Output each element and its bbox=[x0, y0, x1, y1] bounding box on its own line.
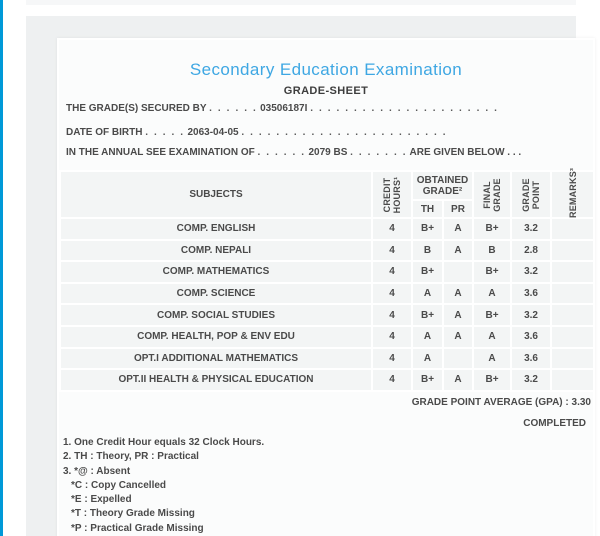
pr-grade-cell: A bbox=[443, 218, 473, 240]
grade-point-cell: 3.2 bbox=[511, 369, 551, 391]
subject-cell: COMP. SCIENCE bbox=[60, 283, 372, 305]
remarks-cell bbox=[551, 261, 594, 283]
gpa-summary: GRADE POINT AVERAGE (GPA) : 3.30 bbox=[411, 397, 591, 408]
grade-point-cell: 2.8 bbox=[511, 240, 551, 262]
final-grade-cell: B bbox=[473, 240, 511, 262]
pr-grade-cell: A bbox=[443, 240, 473, 262]
grade-sheet-card bbox=[57, 38, 595, 536]
final-grade-cell: A bbox=[473, 348, 511, 370]
table-row bbox=[60, 348, 594, 370]
dots-filler: . . . . . . . bbox=[350, 147, 408, 158]
symbol-number-value: 03506187I bbox=[260, 103, 308, 114]
subject-cell: OPT.II HEALTH & PHYSICAL EDUCATION bbox=[60, 369, 372, 391]
date-of-birth-label: DATE OF BIRTH bbox=[66, 127, 143, 138]
obtained-label-line2: GRADE² bbox=[422, 185, 463, 197]
th-grade-cell: A bbox=[412, 283, 443, 305]
grade-point-cell: 3.2 bbox=[511, 261, 551, 283]
subject-cell: COMP. HEALTH, POP & ENV EDU bbox=[60, 326, 372, 348]
remarks-rotated-label: REMARKS³ bbox=[567, 167, 578, 218]
remarks-cell bbox=[551, 304, 594, 326]
final-label-line1: FINAL bbox=[482, 180, 493, 209]
date-of-birth-line bbox=[66, 127, 588, 138]
footnote-absent: 3. *@ : Absent bbox=[63, 465, 131, 477]
th-grade-cell: A bbox=[412, 348, 443, 370]
credit-cell: 4 bbox=[372, 240, 412, 262]
grade-point-column-header bbox=[511, 171, 551, 218]
table-row bbox=[60, 240, 594, 262]
credit-label-line2: HOURS¹ bbox=[392, 176, 402, 213]
secured-by-label: THE GRADE(S) SECURED BY bbox=[66, 103, 207, 114]
dots-filler: . . . . . . . . . . . . . . . . . . . . . . . . bbox=[241, 127, 448, 138]
examination-label: IN THE ANNUAL SEE EXAMINATION OF bbox=[66, 147, 255, 158]
footnote-theory-missing: *T : Theory Grade Missing bbox=[71, 508, 195, 520]
grade-point-rotated-label bbox=[521, 172, 541, 218]
secured-by-line bbox=[66, 103, 588, 114]
table-header-row bbox=[60, 171, 594, 200]
top-strip bbox=[26, 0, 576, 5]
gp-label-line1: GRADE bbox=[521, 177, 532, 212]
dots-filler: . . . . . bbox=[145, 127, 185, 138]
credit-cell: 4 bbox=[372, 218, 412, 240]
final-grade-cell: A bbox=[473, 326, 511, 348]
remarks-cell bbox=[551, 283, 594, 305]
credit-hours-rotated-label bbox=[382, 172, 402, 218]
credit-cell: 4 bbox=[372, 348, 412, 370]
th-grade-cell: B+ bbox=[412, 304, 443, 326]
th-grade-cell: B+ bbox=[412, 261, 443, 283]
footnote-credit-hour: 1. One Credit Hour equals 32 Clock Hours. bbox=[63, 437, 265, 448]
pr-column-header: PR bbox=[443, 200, 473, 218]
footnote-expelled: *E : Expelled bbox=[71, 494, 132, 506]
remarks-cell bbox=[551, 218, 594, 240]
pr-grade-cell bbox=[443, 348, 473, 370]
date-of-birth-value: 2063-04-05 bbox=[187, 127, 239, 138]
left-accent-bar bbox=[0, 0, 3, 536]
subject-cell: COMP. ENGLISH bbox=[60, 218, 372, 240]
remarks-cell bbox=[551, 326, 594, 348]
credit-cell: 4 bbox=[372, 304, 412, 326]
th-grade-cell: B+ bbox=[412, 369, 443, 391]
content-background bbox=[26, 16, 591, 536]
th-grade-cell: B+ bbox=[412, 218, 443, 240]
table-row bbox=[60, 218, 594, 240]
dots-filler: . . . . . . bbox=[209, 103, 258, 114]
gp-label-line2: POINT bbox=[531, 180, 542, 209]
credit-cell: 4 bbox=[372, 261, 412, 283]
grade-point-cell: 3.6 bbox=[511, 326, 551, 348]
pr-grade-cell: A bbox=[443, 283, 473, 305]
pr-grade-cell: A bbox=[443, 326, 473, 348]
final-grade-rotated-label bbox=[482, 172, 502, 218]
obtained-grade-column-header bbox=[412, 171, 473, 200]
final-label-line2: GRADE bbox=[492, 177, 503, 212]
subject-cell: OPT.I ADDITIONAL MATHEMATICS bbox=[60, 348, 372, 370]
remarks-cell bbox=[551, 240, 594, 262]
credit-cell: 4 bbox=[372, 369, 412, 391]
final-grade-cell: B+ bbox=[473, 261, 511, 283]
subject-cell: COMP. SOCIAL STUDIES bbox=[60, 304, 372, 326]
remarks-cell bbox=[551, 348, 594, 370]
pr-grade-cell: A bbox=[443, 304, 473, 326]
footnote-practical-missing: *P : Practical Grade Missing bbox=[71, 522, 204, 534]
obtained-label-line1: OBTAINED bbox=[416, 174, 469, 186]
pr-grade-cell bbox=[443, 261, 473, 283]
subject-cell: COMP. MATHEMATICS bbox=[60, 261, 372, 283]
footnote-copy-cancelled: *C : Copy Cancelled bbox=[71, 479, 167, 491]
examination-year-value: 2079 BS bbox=[308, 147, 348, 158]
subject-cell: COMP. NEPALI bbox=[60, 240, 372, 262]
table-row bbox=[60, 326, 594, 348]
grade-point-cell: 3.6 bbox=[511, 283, 551, 305]
footnotes bbox=[63, 436, 264, 536]
remarks-column-header bbox=[551, 167, 594, 218]
remarks-cell bbox=[551, 369, 594, 391]
final-grade-cell: B+ bbox=[473, 304, 511, 326]
table-row bbox=[60, 283, 594, 305]
subjects-column-header: SUBJECTS bbox=[60, 171, 372, 218]
grade-point-cell: 3.2 bbox=[511, 218, 551, 240]
dots-filler: . . . . . . . . . . . . . . . . . . . . . . bbox=[310, 103, 499, 114]
page-title: Secondary Education Examination bbox=[189, 60, 463, 79]
th-grade-cell: A bbox=[412, 326, 443, 348]
are-given-below-label: ARE GIVEN BELOW . . . bbox=[409, 147, 522, 158]
credit-hours-column-header bbox=[372, 171, 412, 218]
final-grade-cell: B+ bbox=[473, 369, 511, 391]
grade-point-cell: 3.6 bbox=[511, 348, 551, 370]
th-grade-cell: B bbox=[412, 240, 443, 262]
examination-year-line bbox=[66, 147, 588, 158]
credit-cell: 4 bbox=[372, 326, 412, 348]
footnote-th-pr: 2. TH : Theory, PR : Practical bbox=[63, 451, 199, 463]
final-grade-cell: A bbox=[473, 283, 511, 305]
pr-grade-cell: A bbox=[443, 369, 473, 391]
credit-label-line1: CREDIT bbox=[382, 177, 392, 212]
table-row bbox=[60, 369, 594, 391]
status-completed: COMPLETED bbox=[523, 418, 586, 429]
dots-filler: . . . . . . bbox=[257, 147, 306, 158]
credit-cell: 4 bbox=[372, 283, 412, 305]
page-subtitle: GRADE-SHEET bbox=[283, 85, 369, 97]
final-grade-cell: B+ bbox=[473, 218, 511, 240]
table-row bbox=[60, 261, 594, 283]
grade-point-cell: 3.2 bbox=[511, 304, 551, 326]
th-column-header: TH bbox=[412, 200, 443, 218]
grades-table bbox=[59, 167, 595, 392]
table-row bbox=[60, 304, 594, 326]
final-grade-column-header bbox=[473, 171, 511, 218]
